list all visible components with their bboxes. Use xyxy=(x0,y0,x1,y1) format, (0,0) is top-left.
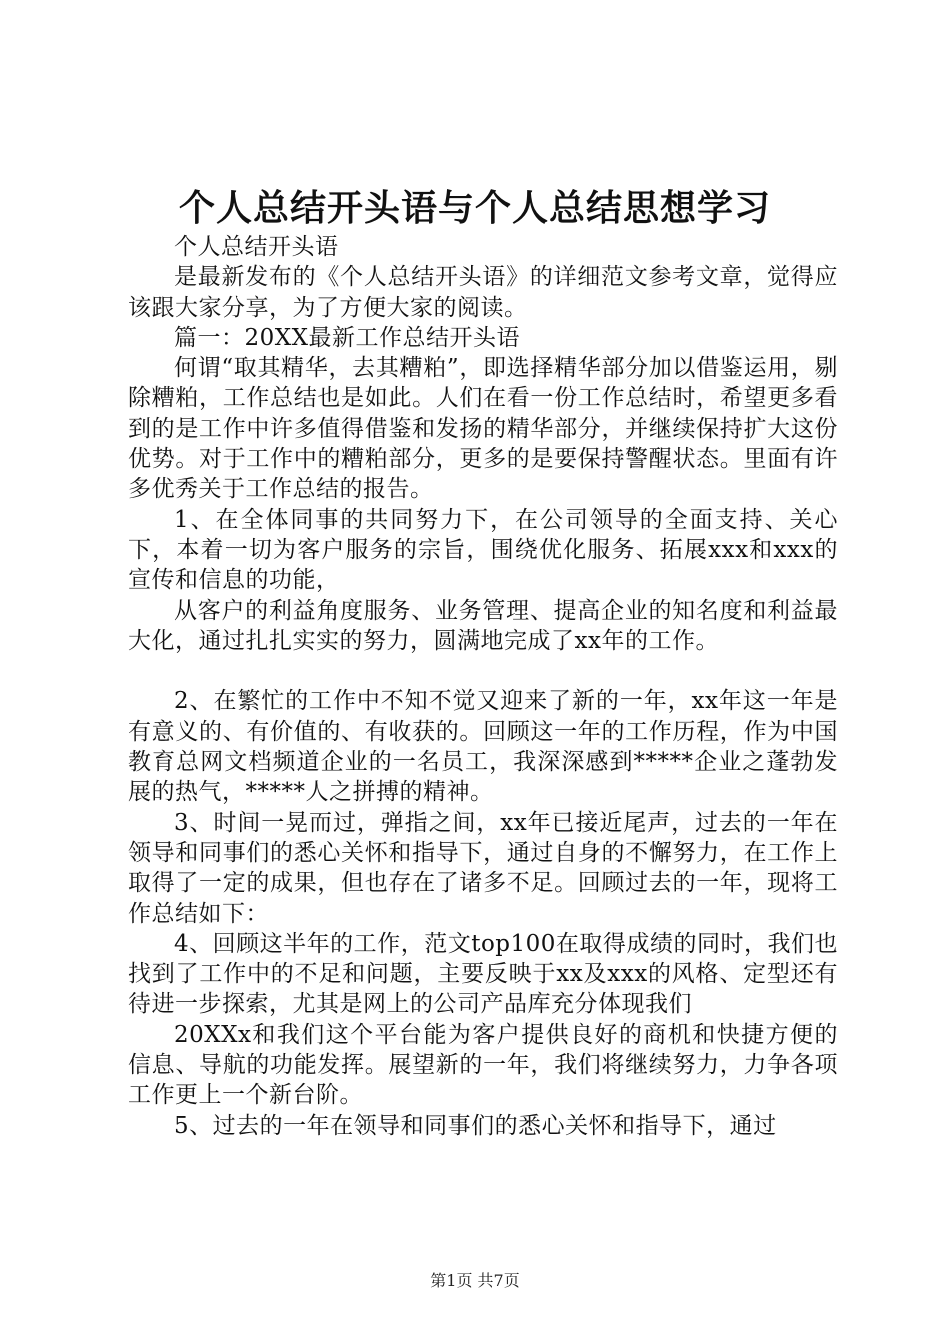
body-paragraph: 个人总结开头语 xyxy=(174,234,339,260)
body-paragraph: 是最新发布的《个人总结开头语》的详细范文参考文章，觉得应该跟大家分享，为了方便大家的阅读。 xyxy=(128,264,838,321)
body-paragraph: 20XXx和我们这个平台能为客户提供良好的商机和快捷方便的信息、导航的功能发挥。展望新的一年，我们将继续努力，力争各项工作更上一个新台阶。 xyxy=(128,1021,838,1109)
body-paragraph: 何谓“取其精华，去其糟粕”，即选择精华部分加以借鉴运用，剔除糟粕，工作总结也是如此。人们在看一份工作总结时，希望更多看到的是工作中许多值得借鉴和发扬的精华部分，并继续保持扩大这份优势。对于工作中的糟粕部分，更多的是要保持警醒状态。里面有许多优秀关于工作总结的报告。 xyxy=(128,355,838,503)
body-paragraph: 篇一：20XX最新工作总结开头语 xyxy=(174,324,521,351)
paragraph-spacer xyxy=(128,656,838,686)
body-paragraph: 2、在繁忙的工作中不知不觉又迎来了新的一年，xx年这一年是有意义的、有价值的、有收获的。回顾这一年的工作历程，作为中国教育总网文档频道企业的一名员工，我深深感到*****企业之蓬勃发展的热气，*****人之拼搏的精神。 xyxy=(128,688,838,806)
body-paragraph: 4、回顾这半年的工作，范文top100在取得成绩的同时，我们也找到了工作中的不足和问题，主要反映于xx及xxx的风格、定型还有待进一步探索，尤其是网上的公司产品库充分体现我们 xyxy=(128,930,838,1018)
document-body xyxy=(128,232,838,1141)
body-paragraph: 3、时间一晃而过，弹指之间，xx年已接近尾声，过去的一年在领导和同事们的悉心关怀和指导下，通过自身的不懈努力，在工作上取得了一定的成果，但也存在了诸多不足。回顾过去的一年，现将工作总结如下： xyxy=(128,809,838,927)
body-paragraph: 从客户的利益角度服务、业务管理、提高企业的知名度和利益最大化，通过扎扎实实的努力，圆满地完成了xx年的工作。 xyxy=(128,597,838,654)
body-paragraph: 1、在全体同事的共同努力下，在公司领导的全面支持、关心下，本着一切为客户服务的宗旨，围绕优化服务、拓展xxx和xxx的宣传和信息的功能， xyxy=(128,506,838,594)
document-title: 个人总结开头语与个人总结思想学习 xyxy=(178,187,771,229)
page-number-footer: 第1页 共7页 xyxy=(430,1271,520,1290)
body-paragraph: 5、过去的一年在领导和同事们的悉心关怀和指导下，通过 xyxy=(174,1112,777,1139)
